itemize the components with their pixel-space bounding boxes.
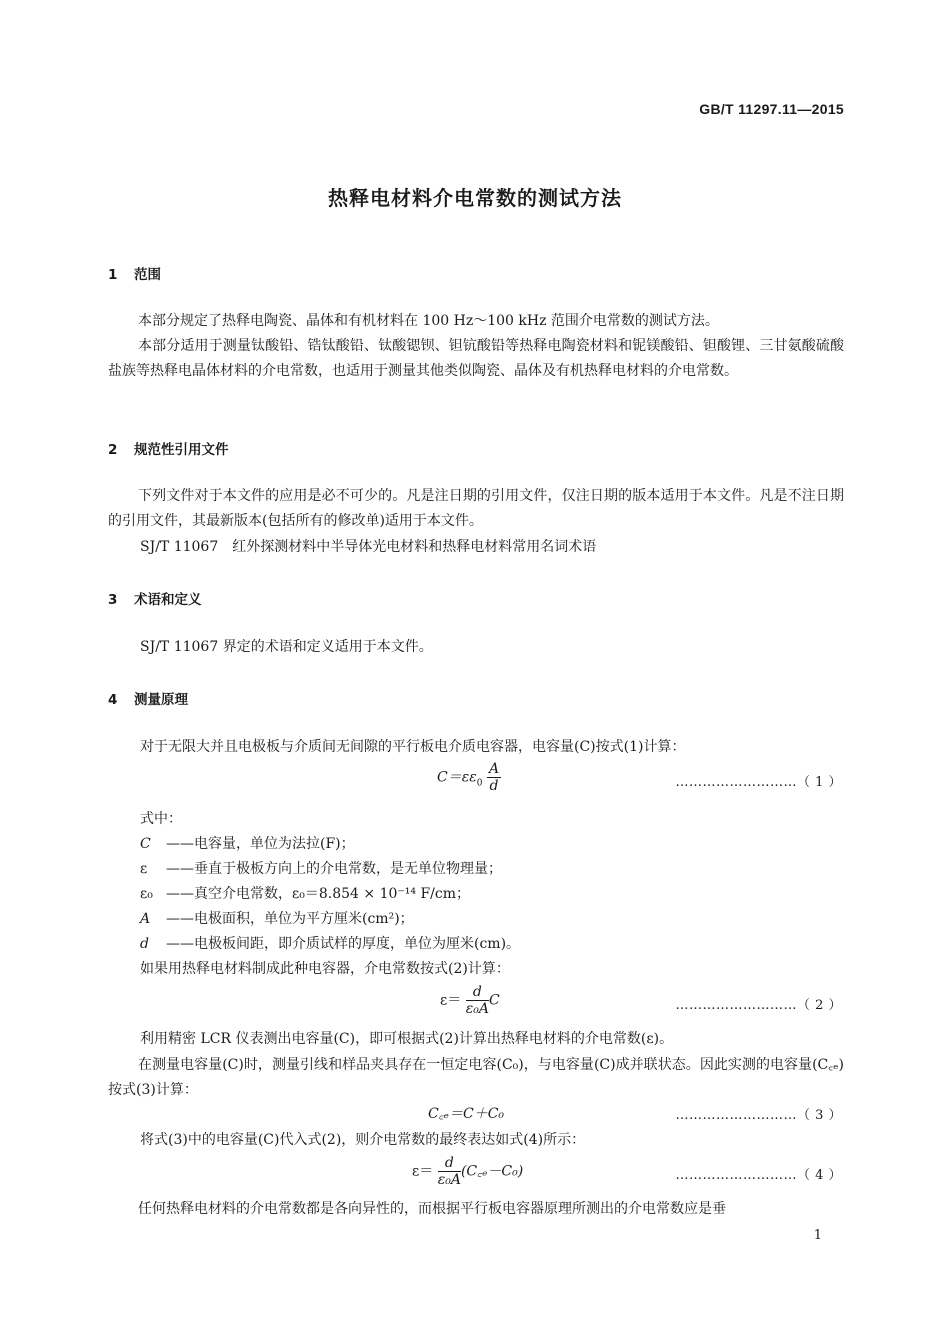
- formula-3: C꜀ₑ＝C＋C₀: [428, 1106, 505, 1122]
- definition-symbol: d: [140, 936, 149, 952]
- fraction: [466, 984, 489, 1017]
- definition-item: [140, 883, 470, 903]
- fraction: [487, 761, 501, 794]
- section-title: 术语和定义: [134, 592, 202, 608]
- formula-4: [412, 1155, 523, 1188]
- definition-symbol: ε₀: [140, 886, 153, 902]
- numerator: d: [438, 1155, 461, 1172]
- formula-lhs: ε＝: [440, 992, 462, 1009]
- section-title: 范围: [134, 267, 161, 283]
- paragraph: 将式(3)中的电容量(C)代入式(2)，则介电常数的最终表达如式(4)所示：: [140, 1132, 586, 1148]
- formula-2: [440, 984, 500, 1017]
- definition-symbol: A: [140, 911, 151, 927]
- document-title: 热释电材料介电常数的测试方法: [328, 186, 622, 210]
- section-4-heading: [108, 688, 188, 708]
- denominator: d: [489, 778, 499, 794]
- definition-item: [140, 858, 502, 878]
- standard-code: GB/T 11297.11—2015: [699, 101, 844, 117]
- formula-tail: (C꜀ₑ－C₀): [460, 1163, 524, 1180]
- section-number: 2: [108, 442, 118, 458]
- paragraph: 如果用热释电材料制成此种电容器，介电常数按式(2)计算：: [140, 961, 510, 977]
- definition-text: ——真空介电常数，ε₀＝8.854 × 10⁻¹⁴ F/cm；: [166, 886, 471, 902]
- paragraph: 本部分适用于测量钛酸铅、锆钛酸铅、钛酸锶钡、钽钪酸铅等热释电陶瓷材料和铌镁酸铅、钽酸锂、三甘氨酸硫酸盐族等热释电晶体材料的介电常数，也适用于测量其他类似陶瓷、晶体及有机热释电材料的介电常数。: [108, 338, 844, 379]
- definition-text: ——电容量，单位为法拉(F)；: [166, 836, 355, 852]
- definition-text: ——电极面积，单位为平方厘米(cm²)；: [166, 911, 414, 927]
- where-label: 式中：: [140, 811, 182, 827]
- definition-text: ——电极板间距，即介质试样的厚度，单位为厘米(cm)。: [166, 936, 521, 952]
- page-number: 1: [813, 1228, 822, 1243]
- formula-lhs: ε＝: [412, 1163, 434, 1180]
- paragraph: 对于无限大并且电极板与介质间无间隙的平行板电介质电容器，电容量(C)按式(1)计算：: [140, 739, 686, 755]
- definition-symbol: C: [140, 836, 151, 852]
- definition-text: ——垂直于极板方向上的介电常数，是无单位物理量；: [166, 861, 502, 877]
- definition-item: [140, 933, 520, 953]
- paragraph: 本部分规定了热释电陶瓷、晶体和有机材料在 100 Hz～100 kHz 范围介电常数的测试方法。: [138, 313, 719, 329]
- denominator: ε₀A: [437, 1172, 461, 1188]
- section-1-heading: [108, 263, 161, 283]
- paragraph: 在测量电容量(C)时，测量引线和样品夹具存在一恒定电容(C₀)，与电容量(C)成并联状态。因此实测的电容量(C꜀ₑ)按式(3)计算：: [108, 1057, 844, 1098]
- equation-number: ………………………（ 3 ）: [675, 1108, 842, 1123]
- section-number: 4: [108, 692, 118, 708]
- equation-number: ………………………（ 4 ）: [675, 1168, 842, 1183]
- definition-item: [140, 833, 355, 853]
- definition-item: [140, 908, 414, 928]
- paragraph: SJ/T 11067 界定的术语和定义适用于本文件。: [140, 639, 433, 655]
- numerator: A: [488, 761, 500, 777]
- section-title: 规范性引用文件: [134, 442, 229, 458]
- formula-lhs: C＝εε: [437, 769, 477, 786]
- section-number: 3: [108, 592, 118, 608]
- fraction: [438, 1155, 461, 1188]
- formula-1: [437, 761, 501, 794]
- denominator: ε₀A: [465, 1001, 489, 1017]
- normative-reference: SJ/T 11067 红外探测材料中半导体光电材料和热释电材料常用名词术语: [140, 539, 597, 555]
- formula-tail: C: [488, 992, 500, 1009]
- section-title: 测量原理: [134, 692, 188, 708]
- numerator: d: [466, 984, 489, 1001]
- section-number: 1: [108, 267, 118, 283]
- formula-subscript: 0: [476, 778, 483, 789]
- definition-symbol: ε: [140, 861, 148, 877]
- equation-number: ………………………（ 1 ）: [675, 775, 842, 790]
- section-3-heading: [108, 588, 202, 608]
- paragraph: 利用精密 LCR 仪表测出电容量(C)，即可根据式(2)计算出热释电材料的介电常数(ε)。: [140, 1031, 674, 1047]
- equation-number: ………………………（ 2 ）: [675, 998, 842, 1013]
- paragraph: 任何热释电材料的介电常数都是各向异性的，而根据平行板电容器原理所测出的介电常数应是垂: [138, 1201, 726, 1217]
- section-2-heading: [108, 438, 229, 458]
- paragraph: 下列文件对于本文件的应用是必不可少的。凡是注日期的引用文件，仅注日期的版本适用于本文件。凡是不注日期的引用文件，其最新版本(包括所有的修改单)适用于本文件。: [108, 488, 844, 529]
